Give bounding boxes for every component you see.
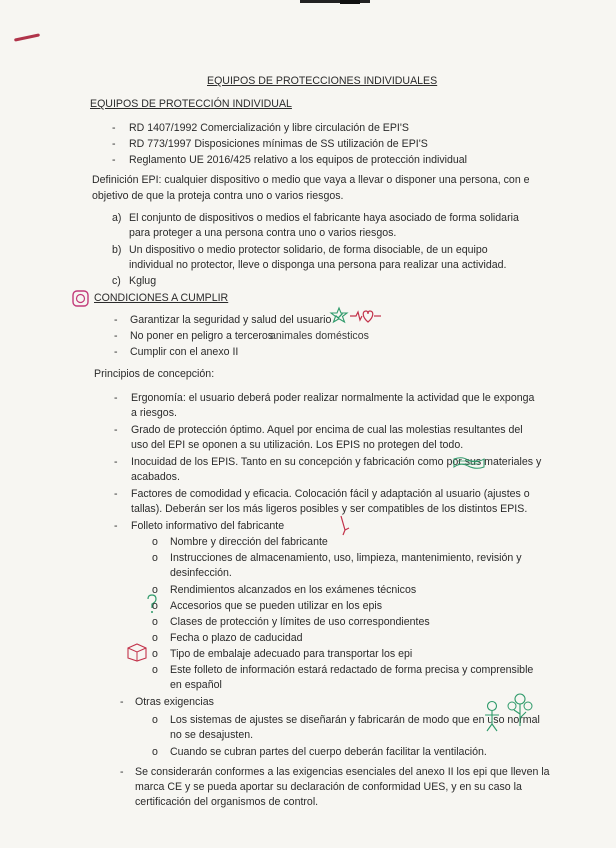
list-marker: a) (112, 212, 122, 224)
dash-bullet: - (114, 456, 118, 468)
folleto-item: Clases de protección y límites de uso correspondientes (170, 616, 430, 628)
folleto-item: Accesorios que se pueden utilizar en los epis (170, 600, 382, 612)
strikethrough-overlay-text: animales domésticos (270, 330, 369, 342)
folleto-item: Nombre y dirección del fabricante (170, 536, 328, 548)
dash-bullet: - (120, 766, 124, 778)
law-item: Reglamento UE 2016/425 relativo a los equipos de protección individual (129, 154, 468, 166)
list-marker: b) (112, 244, 122, 256)
red-pen-doodle-icon (338, 514, 352, 536)
list-item: Un dispositivo o medio protector solidario, de forma disociable, de un equipo (129, 244, 488, 256)
dash-bullet: - (120, 696, 124, 708)
conformity-text: Se considerarán conformes a las exigencias esenciales del anexo II los epi que lleven la (135, 766, 550, 778)
green-plant-doodle-icon (506, 692, 534, 728)
red-heart-pulse-icon (350, 308, 382, 324)
folleto-item: Fecha o plazo de caducidad (170, 632, 303, 644)
green-cloth-doodle-icon (452, 456, 486, 470)
circle-bullet: o (152, 632, 158, 644)
section-heading-condiciones: CONDICIONES A CUMPLIR (94, 292, 229, 304)
dash-bullet: - (114, 392, 118, 404)
folleto-heading: Folleto informativo del fabricante (131, 520, 285, 532)
dash-bullet: - (114, 314, 118, 326)
circle-bullet: o (152, 714, 158, 726)
folleto-item: Instrucciones de almacenamiento, uso, limpieza, mantenimiento, revisión y (170, 552, 522, 564)
list-item: El conjunto de dispositivos o medios el fabricante haya asociado de forma solidaria (129, 212, 519, 224)
circle-bullet: o (152, 552, 158, 564)
green-person-doodle-icon (482, 700, 502, 732)
folleto-item: en español (170, 679, 222, 691)
green-check-doodle-icon (330, 307, 348, 325)
dash-bullet: - (114, 330, 118, 342)
circle-bullet: o (152, 746, 158, 758)
principle-item: tallas). Deberán ser los más ligeros posibles y ser compatibles de los distintos EPIS. (131, 503, 528, 515)
otras-heading: Otras exigencias (135, 696, 214, 708)
list-item: para proteger a una persona contra uno o varios riesgos. (129, 227, 397, 239)
folleto-item: Este folleto de información estará redactado de forma precisa y comprensible (170, 664, 534, 676)
definition-text: Definición EPI: cualquier dispositivo o medio que vaya a llevar o disponer una persona, con e (92, 174, 530, 186)
conformity-text: certificación del organismos de control. (135, 796, 319, 808)
circle-bullet: o (152, 616, 158, 628)
dash-bullet: - (114, 346, 118, 358)
principle-item: acabados. (131, 471, 180, 483)
red-pen-stroke (14, 33, 40, 41)
dash-bullet: - (112, 122, 116, 134)
section-heading-epi: EQUIPOS DE PROTECCIÓN INDIVIDUAL (90, 98, 292, 110)
otras-item: no se desajusten. (170, 729, 254, 741)
principle-item: a riesgos. (131, 407, 177, 419)
list-item: Kglug (129, 275, 157, 287)
principle-item: Inocuidad de los EPIS. Tanto en su concepción y fabricación como por sus materiales y (131, 456, 542, 468)
dash-bullet: - (114, 424, 118, 436)
folleto-item: Tipo de embalaje adecuado para transportar los epi (170, 648, 413, 660)
folleto-item: desinfección. (170, 567, 232, 579)
dash-bullet: - (114, 488, 118, 500)
circle-bullet: o (152, 664, 158, 676)
circle-bullet: o (152, 648, 158, 660)
dash-bullet: - (112, 138, 116, 150)
definition-text: objetivo de que la proteja contra uno o varios riesgos. (92, 190, 344, 202)
dash-bullet: - (114, 520, 118, 532)
otras-item: Cuando se cubran partes del cuerpo deberán facilitar la ventilación. (170, 746, 487, 758)
pink-circle-doodle-icon (72, 290, 90, 308)
principle-item: Grado de protección óptimo. Aquel por encima de cual las molestias resultantes del (131, 424, 523, 436)
principles-heading: Principios de concepción: (94, 368, 215, 380)
circle-bullet: o (152, 584, 158, 596)
scan-edge-mark (340, 0, 360, 4)
circle-bullet: o (152, 600, 158, 612)
otras-item: Los sistemas de ajustes se diseñarán y fabricarán de modo que en uso normal (170, 714, 540, 726)
law-item: RD 773/1997 Disposiciones mínimas de SS utilización de EPI'S (129, 138, 428, 150)
list-item: individual no protector, lleve o disponga una persona para realizar una actividad. (129, 259, 507, 271)
document-title: EQUIPOS DE PROTECCIONES INDIVIDUALES (207, 75, 438, 87)
condition-item: Garantizar la seguridad y salud del usuario (130, 314, 332, 326)
list-marker: c) (112, 275, 121, 287)
condition-item: Cumplir con el anexo II (130, 346, 239, 358)
dash-bullet: - (112, 154, 116, 166)
folleto-item: Rendimientos alcanzados en los exámenes técnicos (170, 584, 417, 596)
principle-item: Ergonomía: el usuario deberá poder realizar normalmente la actividad que le exponga (131, 392, 535, 404)
condition-item: No poner en peligro a terceros (130, 330, 274, 342)
law-item: RD 1407/1992 Comercialización y libre circulación de EPI'S (129, 122, 409, 134)
circle-bullet: o (152, 536, 158, 548)
principle-item: uso del EPI se oponen a su utilización. Los EPIS no protegen del todo. (131, 439, 464, 451)
conformity-text: marca CE y se pueda aportar su declaración de conformidad UES, y en su caso la (135, 781, 522, 793)
principle-item: Factores de comodidad y eficacia. Colocación fácil y adaptación al usuario (ajustes o (131, 488, 530, 500)
red-box-doodle-icon (126, 642, 148, 662)
